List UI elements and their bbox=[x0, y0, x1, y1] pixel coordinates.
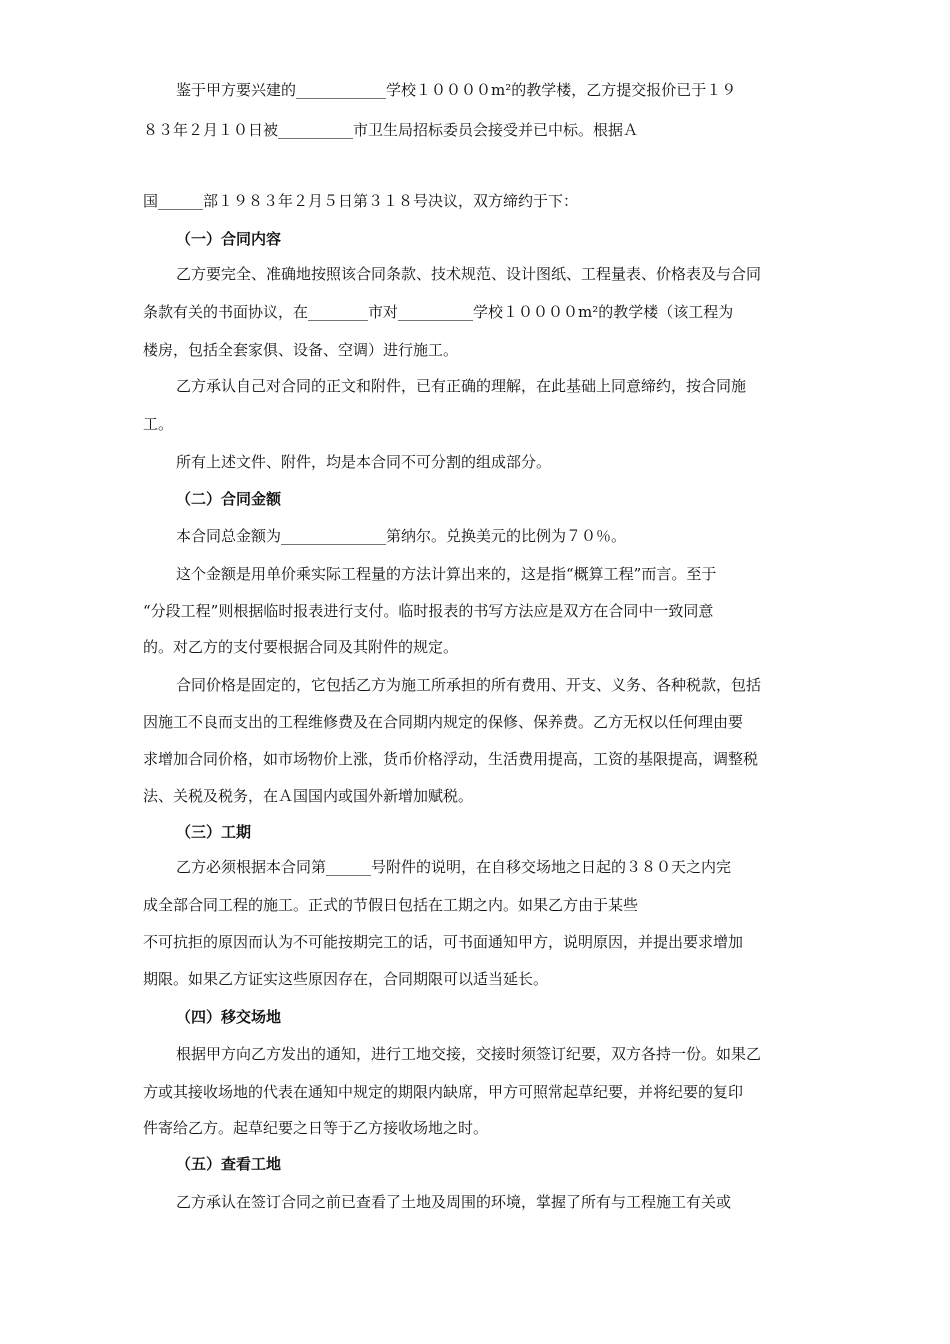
body-line: 法、关税及税务，在Ａ国国内或国外新增加赋税。 bbox=[143, 787, 474, 805]
body-line: 的。对乙方的支付要根据合同及其附件的规定。 bbox=[143, 638, 459, 656]
body-line: 所有上述文件、附件，均是本合同不可分割的组成部分。 bbox=[176, 453, 552, 471]
body-line: 条款有关的书面协议，在________市对__________学校１００００m²的教学楼（该工程为 bbox=[143, 303, 734, 321]
section-heading: （一）合同内容 bbox=[176, 230, 282, 248]
body-line: 不可抗拒的原因而认为不可能按期完工的话，可书面通知甲方，说明原因，并提出要求增加 bbox=[143, 933, 744, 951]
body-line: 件寄给乙方。起草纪要之日等于乙方接收场地之时。 bbox=[143, 1119, 489, 1137]
body-line: 成全部合同工程的施工。正式的节假日包括在工期之内。如果乙方由于某些 bbox=[143, 896, 639, 914]
body-line: 根据甲方向乙方发出的通知，进行工地交接，交接时须签订纪要，双方各持一份。如果乙 bbox=[176, 1045, 762, 1063]
body-line: 乙方承认在签订合同之前已查看了土地及周围的环境，掌握了所有与工程施工有关或 bbox=[176, 1193, 732, 1211]
body-line: 合同价格是固定的，它包括乙方为施工所承担的所有费用、开支、义务、各种税款，包括 bbox=[176, 676, 762, 694]
section-heading: （三）工期 bbox=[176, 823, 252, 841]
body-line: 期限。如果乙方证实这些原因存在，合同期限可以适当延长。 bbox=[143, 970, 549, 988]
body-line: 求增加合同价格，如市场物价上涨，货币价格浮动，生活费用提高，工资的基限提高，调整税 bbox=[143, 750, 759, 768]
body-line: 鉴于甲方要兴建的____________学校１００００m²的教学楼，乙方提交报价已于１９ bbox=[176, 81, 737, 99]
body-line: 乙方必须根据本合同第______号附件的说明，在自移交场地之日起的３８０天之内完 bbox=[176, 858, 732, 876]
body-line: 方或其接收场地的代表在通知中规定的期限内缺席，甲方可照常起草纪要，并将纪要的复印 bbox=[143, 1083, 744, 1101]
body-line: 因施工不良而支出的工程维修费及在合同期内规定的保修、保养费。乙方无权以任何理由要 bbox=[143, 713, 744, 731]
body-line: 国______部１９８３年２月５日第３１８号决议，双方缔约于下： bbox=[143, 192, 579, 210]
body-line: “分段工程”则根据临时报表进行支付。临时报表的书写方法应是双方在合同中一致同意 bbox=[143, 602, 714, 620]
body-line: 本合同总金额为______________第纳尔。兑换美元的比例为７０％。 bbox=[176, 527, 627, 545]
section-heading: （四）移交场地 bbox=[176, 1008, 282, 1026]
body-line: 这个金额是用单价乘实际工程量的方法计算出来的，这是指“概算工程”而言。至于 bbox=[176, 565, 717, 583]
body-line: 乙方承认自己对合同的正文和附件，已有正确的理解，在此基础上同意缔约，按合同施 bbox=[176, 377, 747, 395]
section-heading: （二）合同金额 bbox=[176, 490, 282, 508]
body-line: 乙方要完全、准确地按照该合同条款、技术规范、设计图纸、工程量表、价格表及与合同 bbox=[176, 265, 762, 283]
section-heading: （五）查看工地 bbox=[176, 1155, 282, 1173]
body-line: 楼房，包括全套家俱、设备、空调）进行施工。 bbox=[143, 341, 459, 359]
body-line: ８３年２月１０日被__________市卫生局招标委员会接受并已中标。根据Ａ bbox=[143, 121, 639, 139]
body-line: 工。 bbox=[143, 415, 174, 433]
